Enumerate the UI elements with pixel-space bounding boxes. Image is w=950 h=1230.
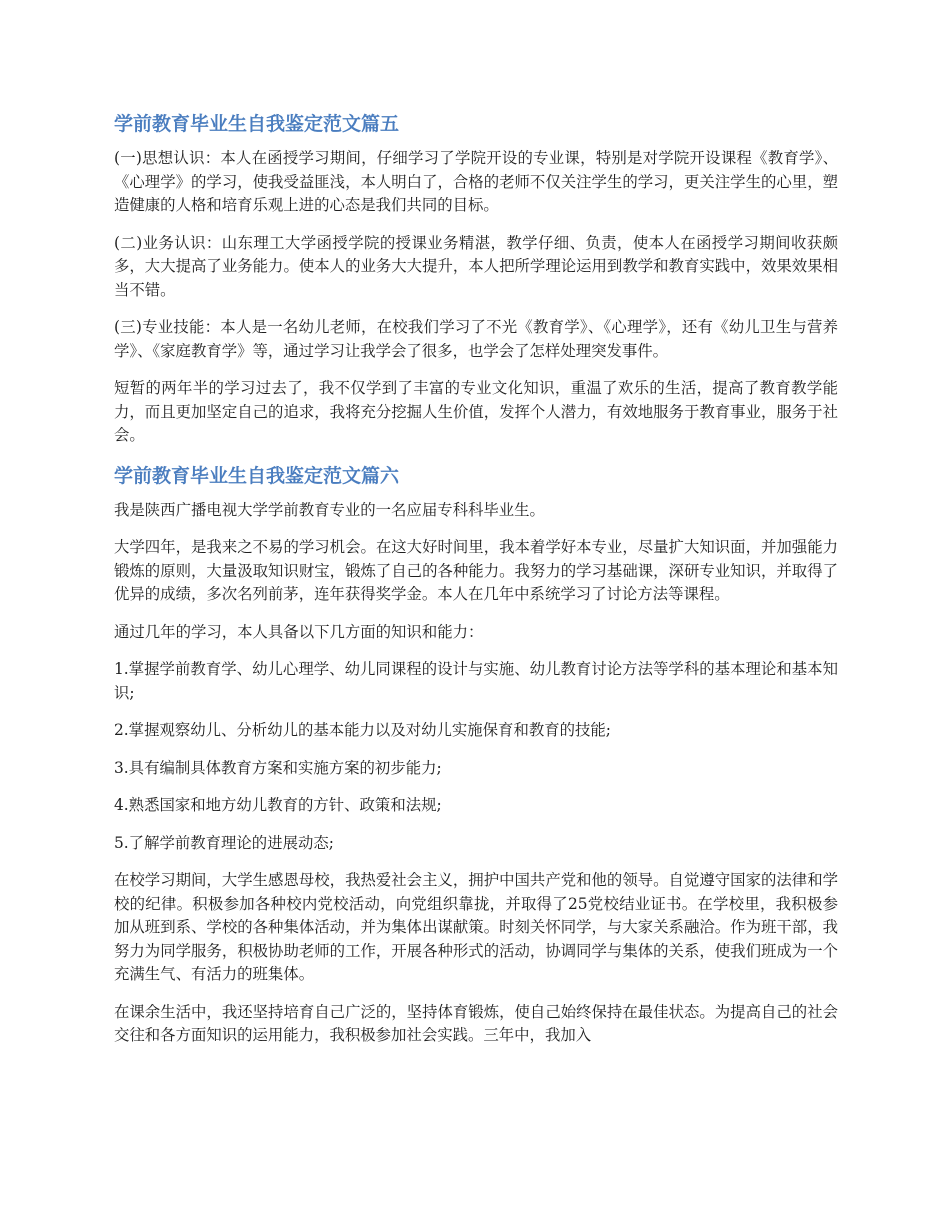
document-page [114,110,838,1062]
list-item: 2.掌握观察幼儿、分析幼儿的基本能力以及对幼儿实施保育和教育的技能; [114,721,611,739]
paragraph: 在校学习期间，大学生感恩母校，我热爱社会主义，拥护中国共产党和他的领导。自觉遵守国家的法律和学校的纪律。积极参加各种校内党校活动，向党组织靠拢，并取得了25党校结业证书。在学校里，我积极参加从班到系、学校的各种集体活动，并为集体出谋献策。时刻关怀同学，与大家关系融洽。作为班干部，我努力为同学服务，积极协助老师的工作，开展各种形式的活动，协调同学与集体的关系，使我们班成为一个充满生气、有活力的班集体。 [114,871,838,983]
paragraph: (一)思想认识：本人在函授学习期间，仔细学习了学院开设的专业课，特别是对学院开设课程《教育学》、《心理学》的学习，使我受益匪浅，本人明白了，合格的老师不仅关注学生的学习，更关注学生的心里，塑造健康的人格和培育乐观上进的心态是我们共同的目标。 [114,149,838,214]
section-five [114,110,838,448]
paragraph: (三)专业技能：本人是一名幼儿老师，在校我们学习了不光《教育学》、《心理学》，还有《幼儿卫生与营养学》、《家庭教育学》等，通过学习让我学会了很多，也学会了怎样处理突发事件。 [114,318,838,360]
paragraph: 大学四年，是我来之不易的学习机会。在这大好时间里，我本着学好本专业，尽量扩大知识面，并加强能力锻炼的原则，大量汲取知识财宝，锻炼了自己的各种能力。我努力的学习基础课，深研专业知识，并取得了优异的成绩，多次名列前茅，连年获得奖学金。本人在几年中系统学习了讨论方法等课程。 [114,538,838,603]
paragraph: 短暂的两年半的学习过去了，我不仅学到了丰富的专业文化知识，重温了欢乐的生活，提高了教育教学能力，而且更加坚定自己的追求，我将充分挖掘人生价值，发挥个人潜力，有效地服务于教育事业，服务于社会。 [114,379,838,444]
section-six [114,462,838,1048]
paragraph: 在课余生活中，我还坚持培育自己广泛的，坚持体育锻炼，使自己始终保持在最佳状态。为提高自己的社会交往和各方面知识的运用能力，我积极参加社会实践。三年中，我加入 [114,1002,838,1044]
paragraph: 我是陕西广播电视大学学前教育专业的一名应届专科科毕业生。 [114,500,545,519]
section-heading: 学前教育毕业生自我鉴定范文篇五 [114,113,400,135]
paragraph: 通过几年的学习，本人具备以下几方面的知识和能力： [114,622,484,641]
list-item: 5.了解学前教育理论的进展动态; [114,833,334,852]
section-heading: 学前教育毕业生自我鉴定范文篇六 [114,464,400,487]
list-item: 4.熟悉国家和地方幼儿教育的方针、政策和法规; [114,796,442,814]
list-item: 1.掌握学前教育学、幼儿心理学、幼儿同课程的设计与实施、幼儿教育讨论方法等学科的基本理论和基本知识; [114,660,838,702]
list-item: 3.具有编制具体教育方案和实施方案的初步能力; [114,758,442,777]
paragraph: (二)业务认识：山东理工大学函授学院的授课业务精湛，教学仔细、负责，使本人在函授学习期间收获颇多，大大提高了业务能力。使本人的业务大大提升，本人把所学理论运用到教学和教育实践中，效果效果相当不错。 [114,233,838,299]
